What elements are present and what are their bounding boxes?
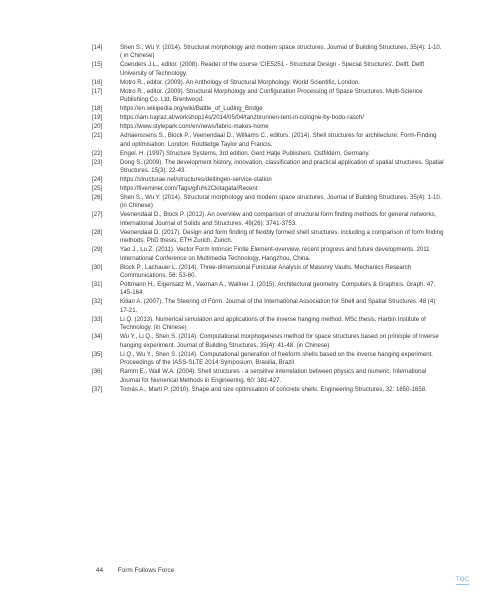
reference-item bbox=[92, 264, 444, 281]
reference-item bbox=[92, 79, 444, 87]
reference-item bbox=[92, 333, 444, 350]
reference-item bbox=[92, 298, 444, 315]
reference-number: [23] bbox=[92, 158, 103, 166]
page-footer bbox=[96, 567, 174, 574]
reference-text: Pottmann H., Eigensatz M., Vaxman A., Wallner J. (2015). Architectural geometry. Computers & Graphics. Graph. 47: 145-164. bbox=[120, 281, 436, 297]
reference-text: Yao J., Lu Z. (2011). Vector Form Intrinsic Finite Element-overview, recent progress and future developments. 2011 International Conference on Multimedia Technology, Hangzhou, China. bbox=[120, 246, 430, 262]
reference-text: Li Q. (2013). Numerical simulation and applications of the inverse hanging method. MSc thesis, Harbin Institute of Technology. (in Chinese) bbox=[120, 315, 426, 332]
reference-text: https://iam.tugraz.at/workshop14s/2014/05/04/tanzbrunnen-tent-in-cologne-by-bodo-rasch/ bbox=[120, 114, 364, 122]
reference-item bbox=[92, 229, 444, 246]
reference-item bbox=[92, 114, 444, 122]
reference-text: https://en.wikipedia.org/wiki/Battle_of_Ludlng_Bridge bbox=[120, 105, 263, 113]
reference-text: Ramm E., Wall W.A. (2004). Shell structures - a sensitive interrelation between physics and numeric. International Journal for Numerical Methods in Engineering, 60: 381-427. bbox=[120, 368, 427, 384]
reference-text: Veenendaal D., Block P. (2012). An overview and comparison of structural form finding methods for general networks, International Journal of Solids and Structures. 49(26): 3741-3753. bbox=[120, 211, 437, 227]
reference-number: [37] bbox=[92, 385, 103, 393]
reference-item bbox=[92, 386, 444, 394]
reference-number: [22] bbox=[92, 149, 103, 157]
reference-number: [16] bbox=[92, 78, 103, 86]
reference-text: Adriaenssens S., Block P., Veenendaal D., Williams C., editors. (2014). Shell structures for architecture: Form-Finding and optimisation. London: Routledge Taylor and Francis. bbox=[120, 132, 437, 148]
page-number: 44 bbox=[96, 567, 104, 574]
reference-item bbox=[92, 44, 444, 61]
reference-text: Engel. H. (1997) Structure Systems, 3rd edition. Gerd Hatje Publishers. Ostfildern, Germany. bbox=[120, 149, 370, 157]
reference-number: [21] bbox=[92, 132, 103, 140]
reference-number: [32] bbox=[92, 298, 103, 306]
reference-text: Li Q., Wu Y., Shen S. (2014). Computational generation of freeform shells based on the inverse hanging experiment. Proceedings of the IASS-SLTE 2014 Symposium, Brasilia, Brazil bbox=[120, 350, 433, 367]
reference-item bbox=[92, 211, 444, 228]
reference-text: https://www.stylepark.com/en/news/fabric-makes-home bbox=[120, 123, 269, 131]
reference-item bbox=[92, 176, 444, 184]
reference-item bbox=[92, 368, 444, 385]
book-title: Form Follows Force bbox=[117, 567, 175, 574]
reference-number: [24] bbox=[92, 176, 103, 184]
reference-text: Shen S., Wu Y. (2014). Structural morphology and modern space structures. Journal of Building Structures, 35(4): 1-10. ( in Chinese) bbox=[120, 44, 442, 60]
reference-text: https://fiveminer.com/Tags/gifu%2Ckitagata/Recent bbox=[120, 185, 258, 193]
reference-number: [25] bbox=[92, 185, 103, 193]
reference-text: Dong S. (2009). The development history, innovation, classification and practical application of spatial structures. Spatial Structures. 15(3): 22-43. bbox=[120, 158, 444, 175]
reference-text: Wu Y., Li Q., Shen S. (2014). Computational morphogenesis method for space structures based on principle of inverse hanging experiment. Journal of Building Structures, 35(4): 41-48. (in Chinese) bbox=[120, 333, 439, 349]
reference-number: [19] bbox=[92, 114, 103, 122]
reference-number: [35] bbox=[92, 350, 103, 358]
reference-list bbox=[92, 44, 444, 395]
reference-item bbox=[92, 351, 444, 368]
reference-text: Motro R., editor. (2009). Structural Morphology and Configuration Processing of Space Structures. Multi-Science Publishing Co. Ltd, Brentwood. bbox=[120, 87, 423, 104]
reference-number: [15] bbox=[92, 61, 103, 69]
reference-number: [17] bbox=[92, 87, 103, 95]
reference-number: [33] bbox=[92, 315, 103, 323]
toc-link[interactable]: TOC bbox=[456, 577, 470, 583]
reference-item bbox=[92, 88, 444, 105]
reference-number: [28] bbox=[92, 228, 103, 236]
reference-number: [29] bbox=[92, 246, 103, 254]
reference-number: [36] bbox=[92, 368, 103, 376]
reference-number: [27] bbox=[92, 211, 103, 219]
reference-number: [20] bbox=[92, 123, 103, 131]
reference-number: [14] bbox=[92, 44, 103, 51]
reference-item bbox=[92, 150, 444, 158]
reference-text: Shen S., Wu Y. (2014). Structural morphology and modern space structures. Journal of Building Structures. 35(4): 1-10. (in Chinese) bbox=[120, 194, 442, 210]
reference-item bbox=[92, 246, 444, 263]
reference-number: [18] bbox=[92, 105, 103, 113]
reference-item bbox=[92, 132, 444, 149]
reference-number: [30] bbox=[92, 263, 103, 271]
reference-number: [26] bbox=[92, 194, 103, 202]
reference-text: Kilian A. (2007). The Steering of Form. Journal of the International Association for Shell and Spatial Structures. 48 (4): 17-21. bbox=[120, 298, 437, 314]
reference-item bbox=[92, 194, 444, 211]
reference-number: [31] bbox=[92, 281, 103, 289]
reference-item bbox=[92, 123, 444, 131]
reference-item bbox=[92, 159, 444, 176]
reference-text: https://structurae.net/structures/deitingen-service-station bbox=[120, 176, 272, 184]
reference-item bbox=[92, 281, 444, 298]
reference-item bbox=[92, 185, 444, 193]
reference-number: [34] bbox=[92, 333, 103, 341]
reference-text: Block P., Lachauer L. (2014). Three-dimensional Funicular Analysis of Masonry Vaults. Mechanics Research Communications, 56: 53-60. bbox=[120, 263, 412, 280]
reference-text: Motro R., editor. (2009). An Anthology of Structural Morphology. World Scientific, London. bbox=[120, 78, 360, 86]
reference-text: Tomás A., Martí P. (2010). Shape and size optimisation of concrete shells. Engineering Structures, 32: 1650-1658. bbox=[120, 385, 427, 393]
reference-text: Coenders J.L., editor. (2008). Reader of the course 'CIE5251 - Structural Design - Special Structures'. Delft: Delft University of Technology. bbox=[120, 61, 425, 77]
reference-item bbox=[92, 105, 444, 113]
reference-text: Veenendaal D. (2017). Design and form finding of flexibly formed shell structures. including a comparison of form finding methods. PhD thesis, ETH Zurich, Zurich. bbox=[120, 228, 444, 245]
reference-item bbox=[92, 316, 444, 333]
reference-item bbox=[92, 61, 444, 78]
